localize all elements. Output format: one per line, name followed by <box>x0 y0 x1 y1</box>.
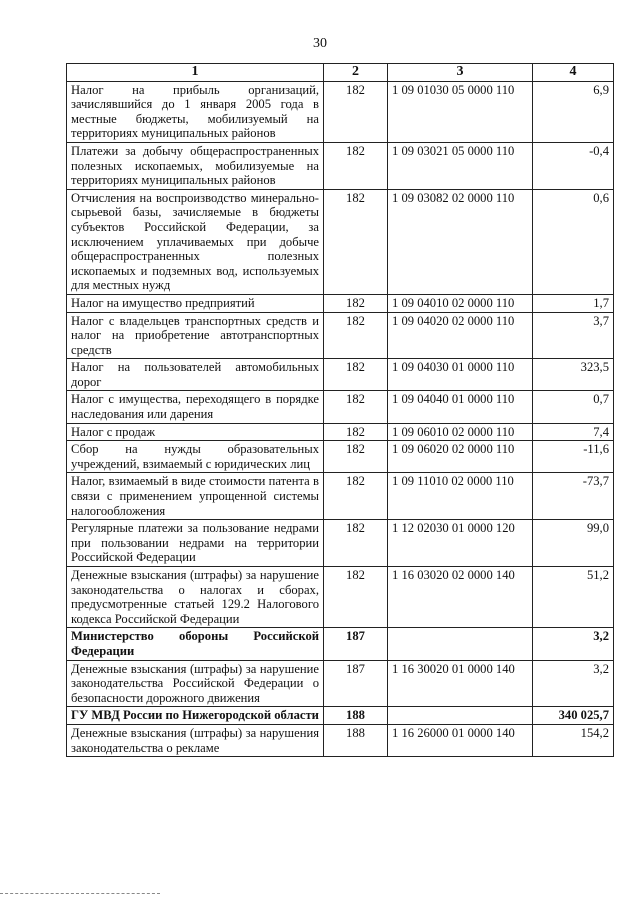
budget-revenue-table <box>66 63 614 757</box>
table-header-row <box>67 64 614 82</box>
amount-cell: 3,2 <box>533 628 614 660</box>
table-row <box>67 294 614 312</box>
revenue-name-cell: Сбор на нужды образовательных учреждений, взимаемый с юридических лиц <box>67 441 324 473</box>
amount-cell: 1,7 <box>533 294 614 312</box>
amount-cell: 323,5 <box>533 359 614 391</box>
revenue-name-cell: Налог на прибыль организаций, зачислявшийся до 1 января 2005 года в местные бюджеты, мобилизуемый на территориях муниципальных районов <box>67 81 324 142</box>
admin-code-cell: 188 <box>324 707 388 725</box>
admin-code-cell: 182 <box>324 142 388 189</box>
column-header-3: 3 <box>388 64 533 82</box>
admin-code-cell: 182 <box>324 423 388 441</box>
revenue-name-cell: Налог с продаж <box>67 423 324 441</box>
amount-cell: 3,2 <box>533 660 614 707</box>
table-row <box>67 707 614 725</box>
admin-code-cell: 182 <box>324 567 388 628</box>
table-row <box>67 724 614 756</box>
amount-cell: 51,2 <box>533 567 614 628</box>
classification-code-cell: 1 09 03021 05 0000 110 <box>388 142 533 189</box>
admin-code-cell: 182 <box>324 441 388 473</box>
amount-cell: -0,4 <box>533 142 614 189</box>
classification-code-cell: 1 09 06010 02 0000 110 <box>388 423 533 441</box>
classification-code-cell: 1 09 11010 02 0000 110 <box>388 473 533 520</box>
admin-code-cell: 187 <box>324 628 388 660</box>
classification-code-cell <box>388 707 533 725</box>
admin-code-cell: 187 <box>324 660 388 707</box>
admin-code-cell: 182 <box>324 520 388 567</box>
amount-cell: -11,6 <box>533 441 614 473</box>
amount-cell: -73,7 <box>533 473 614 520</box>
table-row <box>67 520 614 567</box>
amount-cell: 6,9 <box>533 81 614 142</box>
amount-cell: 0,6 <box>533 189 614 294</box>
admin-code-cell: 182 <box>324 294 388 312</box>
column-header-1: 1 <box>67 64 324 82</box>
amount-cell: 340 025,7 <box>533 707 614 725</box>
admin-code-cell: 182 <box>324 312 388 359</box>
revenue-name-cell: Налог на пользователей автомобильных дорог <box>67 359 324 391</box>
table-row <box>67 473 614 520</box>
classification-code-cell: 1 09 03082 02 0000 110 <box>388 189 533 294</box>
column-header-2: 2 <box>324 64 388 82</box>
amount-cell: 7,4 <box>533 423 614 441</box>
amount-cell: 3,7 <box>533 312 614 359</box>
revenue-name-cell: Денежные взыскания (штрафы) за нарушение законодательства о налогах и сборах, предусмотренные статьей 129.2 Налогового кодекса Российской Федерации <box>67 567 324 628</box>
table-row <box>67 391 614 423</box>
revenue-name-cell: Денежные взыскания (штрафы) за нарушение законодательства Российской Федерации о безопасности дорожного движения <box>67 660 324 707</box>
amount-cell: 154,2 <box>533 724 614 756</box>
revenue-name-cell: ГУ МВД России по Нижегородской области <box>67 707 324 725</box>
table-row <box>67 423 614 441</box>
admin-code-cell: 188 <box>324 724 388 756</box>
page-number: 30 <box>313 36 327 51</box>
classification-code-cell: 1 09 04010 02 0000 110 <box>388 294 533 312</box>
admin-code-cell: 182 <box>324 359 388 391</box>
table-row <box>67 628 614 660</box>
revenue-name-cell: Налог, взимаемый в виде стоимости патента в связи с применением упрощенной системы налогообложения <box>67 473 324 520</box>
revenue-name-cell: Налог с владельцев транспортных средств и налог на приобретение автотранспортных средств <box>67 312 324 359</box>
classification-code-cell: 1 09 04040 01 0000 110 <box>388 391 533 423</box>
admin-code-cell: 182 <box>324 189 388 294</box>
column-header-4: 4 <box>533 64 614 82</box>
classification-code-cell <box>388 628 533 660</box>
classification-code-cell: 1 16 03020 02 0000 140 <box>388 567 533 628</box>
revenue-name-cell: Платежи за добычу общераспространенных полезных ископаемых, мобилизуемые на территориях муниципальных районов <box>67 142 324 189</box>
classification-code-cell: 1 09 06020 02 0000 110 <box>388 441 533 473</box>
footer-divider <box>0 893 160 894</box>
admin-code-cell: 182 <box>324 391 388 423</box>
admin-code-cell: 182 <box>324 473 388 520</box>
revenue-name-cell: Регулярные платежи за пользование недрами при пользовании недрами на территории Российской Федерации <box>67 520 324 567</box>
classification-code-cell: 1 09 04030 01 0000 110 <box>388 359 533 391</box>
revenue-name-cell: Налог с имущества, переходящего в порядке наследования или дарения <box>67 391 324 423</box>
classification-code-cell: 1 09 01030 05 0000 110 <box>388 81 533 142</box>
table-row <box>67 81 614 142</box>
table-row <box>67 142 614 189</box>
amount-cell: 0,7 <box>533 391 614 423</box>
table-row <box>67 567 614 628</box>
classification-code-cell: 1 16 26000 01 0000 140 <box>388 724 533 756</box>
revenue-name-cell: Налог на имущество предприятий <box>67 294 324 312</box>
revenue-name-cell: Денежные взыскания (штрафы) за нарушения законодательства о рекламе <box>67 724 324 756</box>
revenue-name-cell: Отчисления на воспроизводство минерально-сырьевой базы, зачисляемые в бюджеты субъектов Российской Федерации, за исключением уплачиваемых при добыче общераспространенных полезных ископаемых и подземных вод, используемых для местных нужд <box>67 189 324 294</box>
table-row <box>67 359 614 391</box>
amount-cell: 99,0 <box>533 520 614 567</box>
classification-code-cell: 1 09 04020 02 0000 110 <box>388 312 533 359</box>
table-row <box>67 312 614 359</box>
table-body <box>67 81 614 757</box>
classification-code-cell: 1 12 02030 01 0000 120 <box>388 520 533 567</box>
classification-code-cell: 1 16 30020 01 0000 140 <box>388 660 533 707</box>
table-row <box>67 660 614 707</box>
admin-code-cell: 182 <box>324 81 388 142</box>
revenue-name-cell: Министерство обороны Российской Федерации <box>67 628 324 660</box>
table-row <box>67 441 614 473</box>
table-row <box>67 189 614 294</box>
